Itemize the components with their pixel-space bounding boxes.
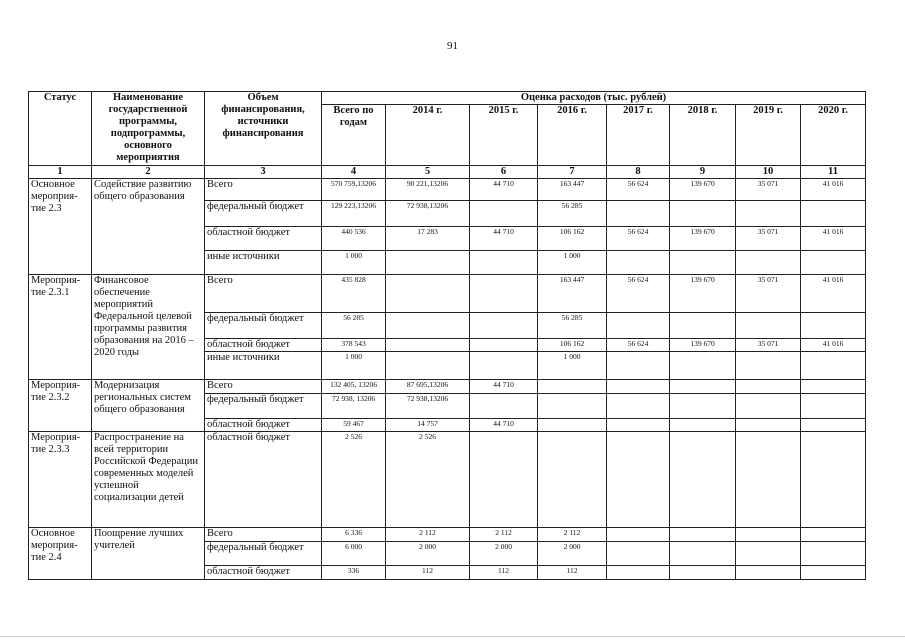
amount-cell: 14 757 bbox=[386, 419, 470, 432]
amount-cell bbox=[670, 432, 736, 528]
row-program-name: Содействие развитию общего образования bbox=[92, 179, 205, 275]
amount-cell: 2 112 bbox=[470, 528, 538, 542]
amount-cell: 2 526 bbox=[386, 432, 470, 528]
funding-source: областной бюджет bbox=[205, 432, 322, 528]
funding-source: областной бюджет bbox=[205, 227, 322, 251]
amount-cell: 440 536 bbox=[322, 227, 386, 251]
row-program-name: Поощрение лучших учителей bbox=[92, 528, 205, 580]
amount-cell: 435 828 bbox=[322, 275, 386, 313]
row-program-name: Модернизация региональных систем общего образования bbox=[92, 380, 205, 432]
amount-cell: 17 283 bbox=[386, 227, 470, 251]
amount-cell: 6 000 bbox=[322, 542, 386, 566]
header-year: 2018 г. bbox=[670, 105, 736, 166]
amount-cell: 59 467 bbox=[322, 419, 386, 432]
amount-cell bbox=[386, 251, 470, 275]
amount-cell: 336 bbox=[322, 566, 386, 580]
amount-cell: 72 938, 13206 bbox=[322, 394, 386, 419]
column-number: 9 bbox=[670, 166, 736, 179]
amount-cell bbox=[670, 566, 736, 580]
column-number: 10 bbox=[736, 166, 801, 179]
amount-cell: 56 285 bbox=[322, 313, 386, 339]
table-row bbox=[29, 380, 866, 394]
amount-cell: 106 162 bbox=[538, 339, 607, 352]
amount-cell bbox=[470, 432, 538, 528]
column-number-row bbox=[29, 166, 866, 179]
amount-cell bbox=[670, 380, 736, 394]
amount-cell: 163 447 bbox=[538, 275, 607, 313]
amount-cell bbox=[538, 394, 607, 419]
amount-cell bbox=[670, 419, 736, 432]
header-year: 2015 г. bbox=[470, 105, 538, 166]
amount-cell bbox=[607, 394, 670, 419]
amount-cell bbox=[386, 275, 470, 313]
amount-cell: 41 016 bbox=[801, 275, 866, 313]
funding-source: областной бюджет bbox=[205, 566, 322, 580]
column-number: 6 bbox=[470, 166, 538, 179]
header-year: 2019 г. bbox=[736, 105, 801, 166]
amount-cell: 132 405, 13206 bbox=[322, 380, 386, 394]
amount-cell bbox=[538, 432, 607, 528]
amount-cell bbox=[801, 352, 866, 380]
amount-cell: 106 162 bbox=[538, 227, 607, 251]
amount-cell bbox=[801, 201, 866, 227]
amount-cell bbox=[801, 542, 866, 566]
amount-cell bbox=[670, 394, 736, 419]
amount-cell: 129 223,13206 bbox=[322, 201, 386, 227]
header-year: 2017 г. bbox=[607, 105, 670, 166]
amount-cell: 112 bbox=[470, 566, 538, 580]
amount-cell: 56 624 bbox=[607, 227, 670, 251]
page-edge bbox=[0, 636, 905, 637]
amount-cell: 2 000 bbox=[538, 542, 607, 566]
amount-cell: 2 000 bbox=[386, 542, 470, 566]
row-status: Мероприя-тие 2.3.1 bbox=[29, 275, 92, 380]
amount-cell: 35 071 bbox=[736, 179, 801, 201]
amount-cell: 139 670 bbox=[670, 227, 736, 251]
funding-source: Всего bbox=[205, 380, 322, 394]
amount-cell bbox=[736, 528, 801, 542]
amount-cell bbox=[386, 352, 470, 380]
amount-cell bbox=[736, 380, 801, 394]
funding-source: иные источники bbox=[205, 352, 322, 380]
page-number: 91 bbox=[447, 40, 458, 52]
funding-source: иные источники bbox=[205, 251, 322, 275]
amount-cell bbox=[736, 201, 801, 227]
amount-cell: 1 000 bbox=[538, 251, 607, 275]
amount-cell bbox=[670, 352, 736, 380]
amount-cell bbox=[801, 394, 866, 419]
table-row bbox=[29, 179, 866, 201]
amount-cell: 44 710 bbox=[470, 179, 538, 201]
amount-cell bbox=[801, 419, 866, 432]
header-status: Статус bbox=[29, 92, 92, 166]
amount-cell bbox=[470, 251, 538, 275]
amount-cell: 41 016 bbox=[801, 227, 866, 251]
amount-cell bbox=[736, 419, 801, 432]
amount-cell bbox=[607, 380, 670, 394]
amount-cell: 112 bbox=[386, 566, 470, 580]
amount-cell bbox=[670, 251, 736, 275]
table-row bbox=[29, 432, 866, 528]
row-status: Мероприя-тие 2.3.3 bbox=[29, 432, 92, 528]
amount-cell: 87 695,13206 bbox=[386, 380, 470, 394]
amount-cell: 44 710 bbox=[470, 419, 538, 432]
amount-cell: 2 526 bbox=[322, 432, 386, 528]
amount-cell bbox=[607, 201, 670, 227]
amount-cell: 41 016 bbox=[801, 339, 866, 352]
funding-source: федеральный бюджет bbox=[205, 394, 322, 419]
column-number: 7 bbox=[538, 166, 607, 179]
amount-cell bbox=[470, 352, 538, 380]
amount-cell bbox=[470, 275, 538, 313]
amount-cell: 56 624 bbox=[607, 179, 670, 201]
amount-cell: 72 938,13206 bbox=[386, 201, 470, 227]
amount-cell: 6 336 bbox=[322, 528, 386, 542]
amount-cell bbox=[801, 313, 866, 339]
amount-cell bbox=[736, 251, 801, 275]
amount-cell bbox=[607, 251, 670, 275]
column-number: 2 bbox=[92, 166, 205, 179]
amount-cell: 1 000 bbox=[322, 352, 386, 380]
amount-cell: 163 447 bbox=[538, 179, 607, 201]
row-status: Мероприя-тие 2.3.2 bbox=[29, 380, 92, 432]
amount-cell: 2 112 bbox=[538, 528, 607, 542]
header-year: Всего по годам bbox=[322, 105, 386, 166]
amount-cell: 1 000 bbox=[538, 352, 607, 380]
budget-table bbox=[28, 91, 866, 580]
amount-cell: 35 071 bbox=[736, 275, 801, 313]
amount-cell: 41 016 bbox=[801, 179, 866, 201]
amount-cell bbox=[670, 528, 736, 542]
column-number: 11 bbox=[801, 166, 866, 179]
amount-cell: 56 624 bbox=[607, 339, 670, 352]
funding-source: федеральный бюджет bbox=[205, 201, 322, 227]
amount-cell bbox=[670, 542, 736, 566]
amount-cell bbox=[736, 352, 801, 380]
amount-cell: 56 285 bbox=[538, 201, 607, 227]
amount-cell: 112 bbox=[538, 566, 607, 580]
amount-cell: 570 759,13206 bbox=[322, 179, 386, 201]
amount-cell: 378 543 bbox=[322, 339, 386, 352]
funding-source: областной бюджет bbox=[205, 339, 322, 352]
funding-source: федеральный бюджет bbox=[205, 542, 322, 566]
funding-source: федеральный бюджет bbox=[205, 313, 322, 339]
amount-cell bbox=[607, 313, 670, 339]
amount-cell bbox=[607, 419, 670, 432]
amount-cell bbox=[607, 528, 670, 542]
amount-cell: 35 071 bbox=[736, 227, 801, 251]
amount-cell: 44 710 bbox=[470, 227, 538, 251]
funding-source: областной бюджет bbox=[205, 419, 322, 432]
amount-cell bbox=[801, 566, 866, 580]
amount-cell bbox=[670, 313, 736, 339]
amount-cell: 1 000 bbox=[322, 251, 386, 275]
header-cost-estimate: Оценка расходов (тыс. рублей) bbox=[322, 92, 866, 105]
row-status: Основное мероприя-тие 2.3 bbox=[29, 179, 92, 275]
amount-cell: 139 670 bbox=[670, 179, 736, 201]
amount-cell bbox=[801, 380, 866, 394]
amount-cell: 72 938,13206 bbox=[386, 394, 470, 419]
amount-cell: 56 624 bbox=[607, 275, 670, 313]
amount-cell: 56 285 bbox=[538, 313, 607, 339]
amount-cell bbox=[736, 566, 801, 580]
amount-cell: 35 071 bbox=[736, 339, 801, 352]
column-number: 8 bbox=[607, 166, 670, 179]
funding-source: Всего bbox=[205, 179, 322, 201]
amount-cell bbox=[736, 542, 801, 566]
amount-cell bbox=[801, 432, 866, 528]
table-row bbox=[29, 528, 866, 542]
header-funding-volume: Объем финансирования, источники финансирования bbox=[205, 92, 322, 166]
table-row bbox=[29, 275, 866, 313]
column-number: 3 bbox=[205, 166, 322, 179]
column-number: 5 bbox=[386, 166, 470, 179]
column-number: 1 bbox=[29, 166, 92, 179]
column-number: 4 bbox=[322, 166, 386, 179]
header-year: 2020 г. bbox=[801, 105, 866, 166]
amount-cell bbox=[470, 313, 538, 339]
row-program-name: Распространение на всей территории Российской Федерации современных моделей успешной социализации детей bbox=[92, 432, 205, 528]
amount-cell bbox=[736, 394, 801, 419]
amount-cell bbox=[607, 432, 670, 528]
amount-cell bbox=[470, 394, 538, 419]
amount-cell: 139 670 bbox=[670, 275, 736, 313]
amount-cell bbox=[470, 201, 538, 227]
amount-cell: 139 670 bbox=[670, 339, 736, 352]
amount-cell bbox=[801, 251, 866, 275]
funding-source: Всего bbox=[205, 528, 322, 542]
header-program-name: Наименование государственной программы, подпрограммы, основного мероприятия bbox=[92, 92, 205, 166]
amount-cell: 90 221,13206 bbox=[386, 179, 470, 201]
row-status: Основное мероприя-тие 2.4 bbox=[29, 528, 92, 580]
amount-cell bbox=[670, 201, 736, 227]
amount-cell bbox=[607, 566, 670, 580]
header-year: 2014 г. bbox=[386, 105, 470, 166]
amount-cell bbox=[538, 419, 607, 432]
amount-cell: 2 112 bbox=[386, 528, 470, 542]
funding-source: Всего bbox=[205, 275, 322, 313]
amount-cell bbox=[607, 542, 670, 566]
amount-cell bbox=[386, 313, 470, 339]
amount-cell bbox=[386, 339, 470, 352]
amount-cell bbox=[538, 380, 607, 394]
amount-cell bbox=[607, 352, 670, 380]
amount-cell: 44 710 bbox=[470, 380, 538, 394]
amount-cell bbox=[736, 432, 801, 528]
amount-cell bbox=[736, 313, 801, 339]
amount-cell: 2 000 bbox=[470, 542, 538, 566]
header-year: 2016 г. bbox=[538, 105, 607, 166]
row-program-name: Финансовое обеспечение мероприятий Федеральной целевой программы развития образования на 2016 – 2020 годы bbox=[92, 275, 205, 380]
amount-cell bbox=[470, 339, 538, 352]
amount-cell bbox=[801, 528, 866, 542]
